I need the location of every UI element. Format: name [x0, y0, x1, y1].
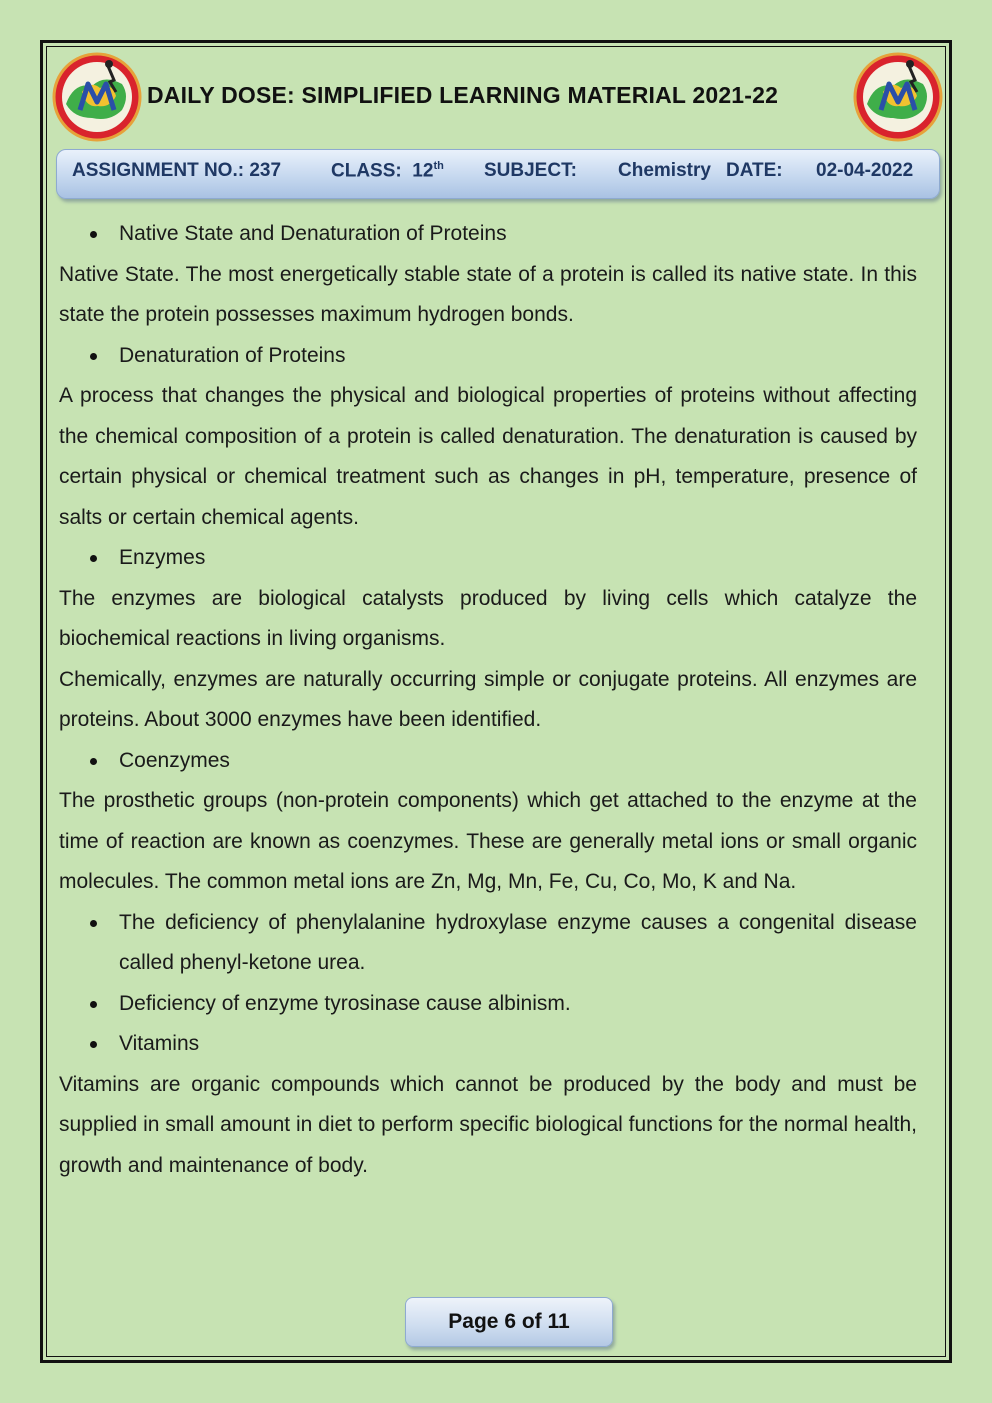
assignment-info-bar — [56, 149, 940, 199]
date-label: DATE: — [726, 160, 783, 181]
school-logo-icon — [853, 52, 943, 142]
paragraph: Chemically, enzymes are naturally occurring simple or conjugate proteins. All enzymes are proteins. About 3000 enzymes have been identified. — [59, 667, 917, 731]
page-number: Page 6 of 11 — [405, 1297, 613, 1347]
class-value: 12 — [412, 160, 434, 182]
assignment-number: ASSIGNMENT NO.: 237 — [72, 160, 282, 181]
class-label: CLASS: — [331, 160, 402, 182]
page-title: DAILY DOSE: SIMPLIFIED LEARNING MATERIAL 2021-22 — [147, 82, 779, 108]
subject-label: SUBJECT: — [484, 160, 577, 181]
paragraph: The enzymes are biological catalysts produced by living cells which catalyze the biochemical reactions in living organisms. — [59, 586, 917, 650]
date-value: 02-04-2022 — [816, 160, 914, 181]
class-info — [331, 160, 444, 182]
subject-value: Chemistry — [618, 160, 711, 181]
school-logo-icon — [52, 52, 142, 142]
bullet-item: Vitamins — [59, 1024, 917, 1065]
paragraph: Native State. The most energetically stable state of a protein is called its native state. In this state the protein possesses maximum hydrogen bonds. — [59, 262, 917, 326]
bullet-item: Coenzymes — [59, 741, 917, 782]
bullet-item: The deficiency of phenylalanine hydroxylase enzyme causes a congenital disease called phenyl-ketone urea. — [59, 903, 917, 984]
paragraph: A process that changes the physical and biological properties of proteins without affecting the chemical composition of a protein is called denaturation. The denaturation is caused by certain physical or chemical treatment such as changes in pH, temperature, presence of salts or certain chemical agents. — [59, 384, 917, 529]
bullet-item: Denaturation of Proteins — [59, 336, 917, 377]
document-body — [59, 214, 917, 1186]
bullet-item: Native State and Denaturation of Proteins — [59, 214, 917, 255]
paragraph: Vitamins are organic compounds which cannot be produced by the body and must be supplied in small amount in diet to perform specific biological functions for the normal health, growth and maintenance of body. — [59, 1072, 917, 1177]
paragraph: The prosthetic groups (non-protein components) which get attached to the enzyme at the time of reaction are known as coenzymes. These are generally metal ions or small organic molecules. The common metal ions are Zn, Mg, Mn, Fe, Cu, Co, Mo, K and Na. — [59, 789, 917, 893]
class-suffix: th — [433, 160, 444, 172]
bullet-item: Enzymes — [59, 538, 917, 579]
bullet-item: Deficiency of enzyme tyrosinase cause albinism. — [59, 984, 917, 1025]
